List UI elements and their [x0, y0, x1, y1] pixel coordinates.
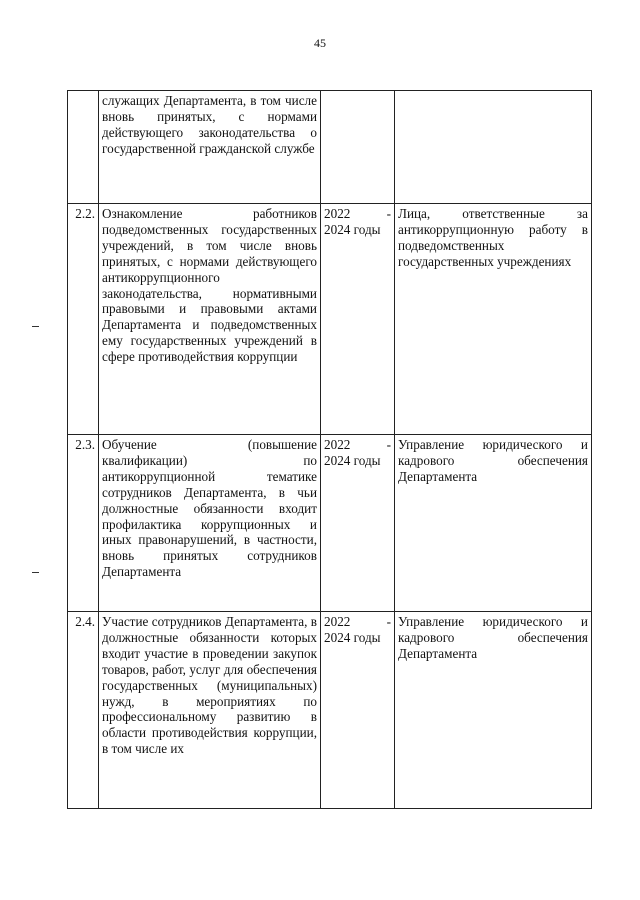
responsible-cell — [395, 91, 592, 204]
term-end: 2024 годы — [324, 629, 381, 645]
responsible-cell: Управление юридического и кадрового обеспечения Департамента — [395, 612, 592, 809]
term-start: 2022 - — [324, 437, 391, 452]
table-row — [68, 204, 592, 435]
term-end: 2024 годы — [324, 221, 381, 237]
event-cell: служащих Департамента, в том числе вновь принятых, с нормами действующего законодательства о государственной гражданской службе — [99, 91, 321, 204]
event-cell: Обучение (повышение квалификации) по антикоррупционной тематике сотрудников Департамента, в чьи должностные обязанности входит профилактика коррупционных и иных правонарушений, в частности, вновь принятых сотрудников Департамента — [99, 435, 321, 612]
table-row — [68, 435, 592, 612]
row-number-cell — [68, 91, 99, 204]
term-cell — [321, 435, 395, 612]
term-start: 2022 - — [324, 614, 391, 629]
margin-tick-mark — [32, 326, 39, 327]
table-row — [68, 91, 592, 204]
term-cell — [321, 612, 395, 809]
responsible-cell: Управление юридического и кадрового обеспечения Департамента — [395, 435, 592, 612]
table-row — [68, 612, 592, 809]
term-cell — [321, 204, 395, 435]
row-number-cell: 2.3. — [68, 435, 99, 612]
margin-tick-mark — [32, 572, 39, 573]
term-start: 2022 - — [324, 206, 391, 221]
row-number-cell: 2.4. — [68, 612, 99, 809]
term-cell — [321, 91, 395, 204]
event-cell: Ознакомление работников подведомственных государственных учреждений, в том числе вновь принятых, с нормами действующего антикоррупционного законодательства, нормативными правовыми и правовыми актами Департамента и подведомственных ему государственных учреждений в сфере противодействия коррупции — [99, 204, 321, 435]
event-cell: Участие сотрудников Департамента, в должностные обязанности которых входит участие в проведении закупок товаров, работ, услуг для обеспечения государственных (муниципальных) нужд, в мероприятиях по профессиональному развитию в области противодействия коррупции, в том числе их — [99, 612, 321, 809]
page-number: 45 — [314, 36, 326, 50]
responsible-cell: Лица, ответственные за антикоррупционную работу в подведомственных государственных учреждениях — [395, 204, 592, 435]
row-number-cell: 2.2. — [68, 204, 99, 435]
term-end: 2024 годы — [324, 452, 381, 468]
measures-table — [67, 90, 592, 809]
